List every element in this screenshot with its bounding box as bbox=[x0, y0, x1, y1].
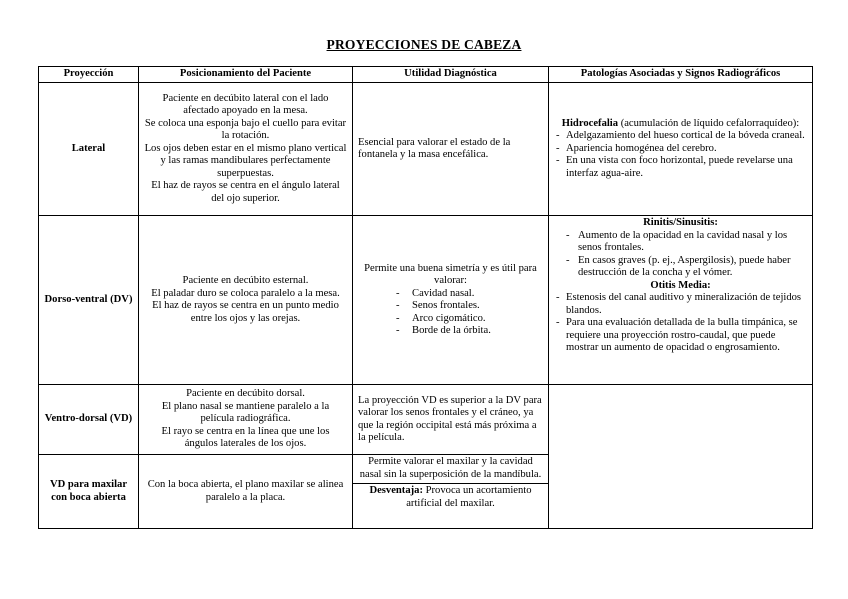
proyeccion-cell: Dorso-ventral (DV) bbox=[39, 216, 139, 385]
utilidad-intro: Permite una buena simetría y es útil para valorar: bbox=[364, 262, 537, 286]
list-item: - En casos graves (p. ej., Aspergilosis), puede haber destrucción de la concha y el vómer. bbox=[564, 255, 807, 280]
posicionamiento-text: Con la boca abierta, el plano maxilar se alinea paralelo a la placa. bbox=[147, 479, 344, 503]
proyeccion-cell: Ventro-dorsal (VD) bbox=[39, 385, 139, 455]
list-item: - En una vista con foco horizontal, puede revelarse una interfaz agua-aire. bbox=[554, 155, 807, 180]
header-posicionamiento: Posicionamiento del Paciente bbox=[139, 67, 353, 83]
patologia-heading: Hidrocefalia bbox=[561, 117, 619, 129]
posicionamiento-text: Paciente en decúbito dorsal. El plano nasal se mantiene paralelo a la película radiográfica. El rayo se centra en la línea que une los ángulos laterales de los ojos. bbox=[161, 388, 330, 450]
patologia-heading-text: Rinitis/Sinusitis: bbox=[643, 217, 718, 228]
posicionamiento-cell bbox=[139, 455, 353, 529]
patologia-heading-note: (acumulación de líquido cefalorraquídeo): bbox=[618, 117, 800, 129]
patologia-heading-line bbox=[554, 118, 807, 131]
patologia-heading-text: Otitis Media: bbox=[650, 279, 711, 291]
posicionamiento-text: Paciente en decúbito lateral con el lado afectado apoyado en la mesa. Se coloca una esponja bajo el cuello para evitar la rotación. Los ojos deben estar en el mismo plano vertical y las ramas mandibulares perfectamente superpuestas. El haz de rayos se centra en el ángulo lateral del ojo superior. bbox=[144, 92, 347, 204]
patologias-cell-empty bbox=[549, 385, 813, 529]
page-title: PROYECCIONES DE CABEZA bbox=[326, 37, 522, 52]
list-item: - Estenosis del canal auditivo y mineralización de tejidos blandos. bbox=[554, 292, 807, 317]
utilidad-cell bbox=[353, 455, 549, 529]
posicionamiento-cell bbox=[139, 83, 353, 216]
patologia-heading bbox=[554, 280, 807, 293]
header-utilidad: Utilidad Diagnóstica bbox=[353, 67, 549, 83]
list-item: - Borde de la órbita. bbox=[396, 325, 543, 338]
patologias-cell bbox=[549, 83, 813, 216]
posicionamiento-cell bbox=[139, 385, 353, 455]
projections-table bbox=[38, 66, 813, 529]
patologia-heading bbox=[554, 217, 807, 230]
posicionamiento-text: Paciente en decúbito esternal. El paladar duro se coloca paralelo a la mesa. El haz de rayos se centra en un punto medio entre los ojos y las orejas. bbox=[151, 275, 340, 324]
list-item: - Apariencia homogénea del cerebro. bbox=[554, 143, 807, 156]
table-row bbox=[39, 83, 813, 216]
header-row bbox=[39, 67, 813, 83]
utilidad-text: La proyección VD es superior a la DV para valorar los senos frontales y el cráneo, ya que la región occipital está más próxima a la película. bbox=[358, 394, 542, 443]
list-item: - Arco cigomático. bbox=[396, 313, 543, 326]
desventaja-text: Provoca un acortamiento artificial del maxilar. bbox=[406, 485, 532, 509]
list-item: - Aumento de la opacidad en la cavidad nasal y los senos frontales. bbox=[564, 230, 807, 255]
list-item: - Adelgazamiento del hueso cortical de la bóveda craneal. bbox=[554, 130, 807, 143]
proyeccion-cell: Lateral bbox=[39, 83, 139, 216]
patologias-cell bbox=[549, 216, 813, 385]
patologia-list bbox=[554, 130, 807, 180]
list-item: - Para una evaluación detallada de la bulla timpánica, se requiere una proyección rostro-caudal, que puede mostrar un aumento de opacidad o engrosamiento. bbox=[554, 317, 807, 355]
desventaja-note bbox=[353, 483, 548, 510]
header-patologias: Patologías Asociadas y Signos Radiográficos bbox=[549, 67, 813, 83]
utilidad-list bbox=[358, 288, 543, 338]
utilidad-cell bbox=[353, 385, 549, 455]
table-row bbox=[39, 216, 813, 385]
utilidad-text: Esencial para valorar el estado de la fontanela y la masa encefálica. bbox=[358, 136, 511, 160]
proyeccion-cell: VD para maxilar con boca abierta bbox=[39, 455, 139, 529]
desventaja-label: Desventaja: bbox=[369, 485, 423, 496]
utilidad-cell bbox=[353, 216, 549, 385]
utilidad-cell bbox=[353, 83, 549, 216]
posicionamiento-cell bbox=[139, 216, 353, 385]
patologia-list bbox=[554, 230, 807, 280]
table-row bbox=[39, 385, 813, 455]
utilidad-text: Permite valorar el maxilar y la cavidad nasal sin la superposición de la mandíbula. bbox=[359, 456, 542, 480]
patologia-list bbox=[554, 292, 807, 355]
list-item: - Senos frontales. bbox=[396, 300, 543, 313]
list-item: - Cavidad nasal. bbox=[396, 288, 543, 301]
header-proyeccion: Proyección bbox=[39, 67, 139, 83]
